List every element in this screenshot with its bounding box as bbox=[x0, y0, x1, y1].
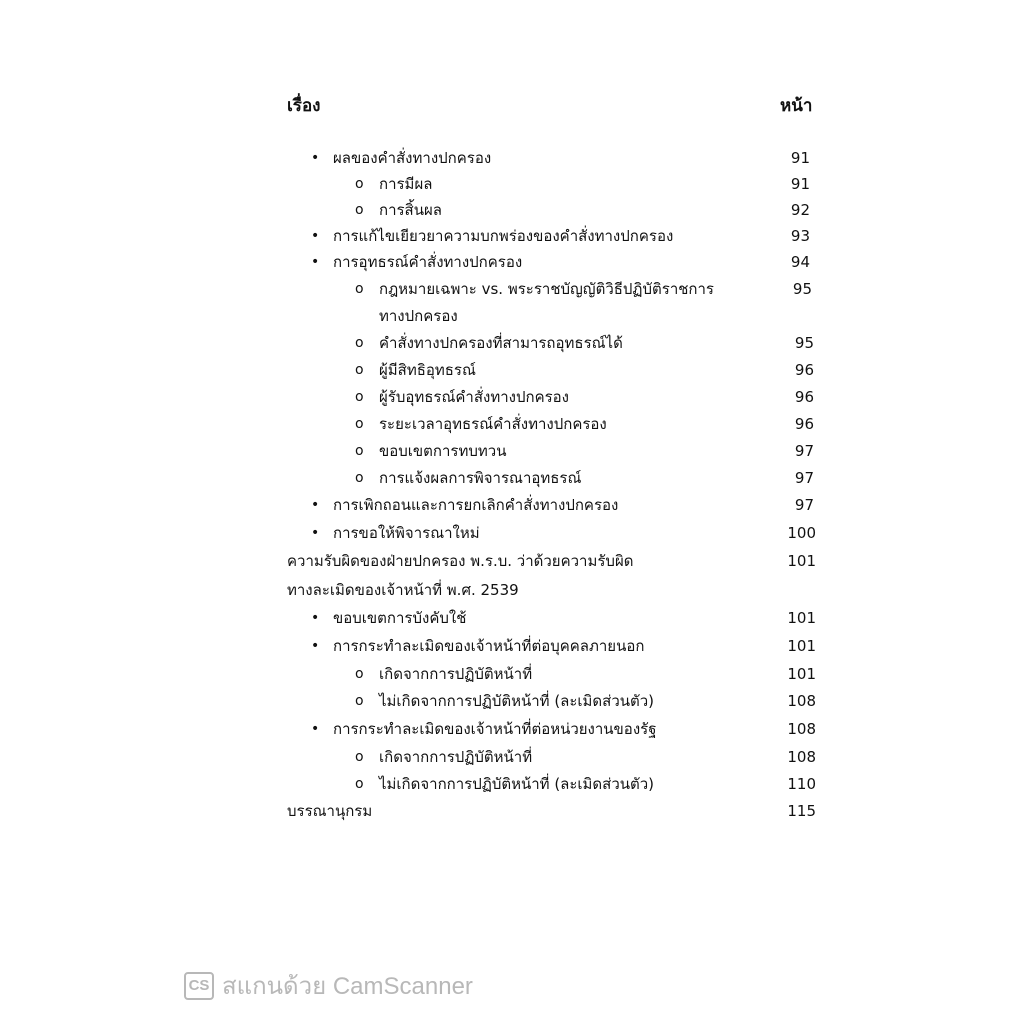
toc-entry-title: ขอบเขตการบังคับใช้ bbox=[333, 609, 467, 627]
toc-entry-page-number: 110 bbox=[787, 775, 816, 793]
toc-entry bbox=[0, 577, 1024, 603]
toc-entry-title: บรรณานุกรม bbox=[287, 802, 373, 820]
toc-entry-page-number: 96 bbox=[794, 388, 814, 406]
bullet-icon: • bbox=[311, 150, 320, 166]
hollow-bullet-icon: o bbox=[355, 281, 364, 297]
toc-entry bbox=[0, 465, 1024, 491]
hollow-bullet-icon: o bbox=[355, 443, 364, 459]
hollow-bullet-icon: o bbox=[355, 202, 364, 218]
toc-entry-title: ความรับผิดของฝ่ายปกครอง พ.ร.บ. ว่าด้วยความรับผิด bbox=[287, 552, 634, 570]
toc-entry bbox=[0, 744, 1024, 770]
bullet-icon: • bbox=[311, 525, 320, 541]
bullet-icon: • bbox=[311, 610, 320, 626]
toc-entry-title: การแจ้งผลการพิจารณาอุทธรณ์ bbox=[379, 469, 582, 487]
toc-entry-title: ผู้มีสิทธิอุทธรณ์ bbox=[379, 361, 476, 379]
bullet-icon: • bbox=[311, 497, 320, 513]
toc-entry bbox=[0, 145, 1024, 171]
toc-entry bbox=[0, 197, 1024, 223]
hollow-bullet-icon: o bbox=[355, 176, 364, 192]
toc-entry-page-number: 115 bbox=[787, 802, 816, 820]
toc-entry-title: คำสั่งทางปกครองที่สามารถอุทธรณ์ได้ bbox=[379, 334, 623, 352]
toc-entry-title: กฎหมายเฉพาะ vs. พระราชบัญญัติวิธีปฏิบัติราชการ bbox=[379, 280, 714, 298]
toc-entry-title: เกิดจากการปฏิบัติหน้าที่ bbox=[379, 665, 533, 683]
hollow-bullet-icon: o bbox=[355, 389, 364, 405]
hollow-bullet-icon: o bbox=[355, 693, 364, 709]
toc-entry bbox=[0, 384, 1024, 410]
toc-entry-title: การกระทำละเมิดของเจ้าหน้าที่ต่อหน่วยงานของรัฐ bbox=[333, 720, 657, 738]
toc-entry bbox=[0, 688, 1024, 714]
toc-entry-page-number: 91 bbox=[790, 149, 810, 167]
toc-entry bbox=[0, 633, 1024, 659]
toc-entry-title: การแก้ไขเยียวยาความบกพร่องของคำสั่งทางปกครอง bbox=[333, 227, 674, 245]
toc-entry-title: ระยะเวลาอุทธรณ์คำสั่งทางปกครอง bbox=[379, 415, 607, 433]
toc-entry-title: ทางละเมิดของเจ้าหน้าที่ พ.ศ. 2539 bbox=[287, 581, 519, 599]
toc-entry-title: ไม่เกิดจากการปฏิบัติหน้าที่ (ละเมิดส่วนตัว) bbox=[379, 775, 655, 793]
toc-entry bbox=[0, 492, 1024, 518]
toc-entry-title: การอุทธรณ์คำสั่งทางปกครอง bbox=[333, 253, 523, 271]
toc-entry-page-number: 101 bbox=[787, 637, 816, 655]
topic-column-header: เรื่อง bbox=[287, 96, 321, 116]
toc-entry bbox=[0, 605, 1024, 631]
hollow-bullet-icon: o bbox=[355, 749, 364, 765]
toc-entry-title: การมีผล bbox=[379, 175, 433, 193]
toc-entry-title: การขอให้พิจารณาใหม่ bbox=[333, 524, 480, 542]
toc-entry-page-number: 96 bbox=[794, 415, 814, 433]
toc-entry-page-number: 108 bbox=[787, 692, 816, 710]
bullet-icon: • bbox=[311, 254, 320, 270]
toc-entry bbox=[0, 798, 1024, 824]
toc-entry-title: การเพิกถอนและการยกเลิกคำสั่งทางปกครอง bbox=[333, 496, 619, 514]
hollow-bullet-icon: o bbox=[355, 416, 364, 432]
hollow-bullet-icon: o bbox=[355, 776, 364, 792]
toc-entry-page-number: 93 bbox=[790, 227, 810, 245]
toc-entry bbox=[0, 771, 1024, 797]
camscanner-logo-icon: CS bbox=[184, 972, 214, 1000]
toc-entry-title: ทางปกครอง bbox=[379, 307, 458, 325]
toc-entry-title: ไม่เกิดจากการปฏิบัติหน้าที่ (ละเมิดส่วนตัว) bbox=[379, 692, 655, 710]
toc-entry-title: ผลของคำสั่งทางปกครอง bbox=[333, 149, 492, 167]
camscanner-watermark bbox=[184, 966, 473, 1005]
toc-entry-page-number: 95 bbox=[792, 280, 812, 298]
toc-entry-page-number: 101 bbox=[787, 665, 816, 683]
toc-entry-title: ผู้รับอุทธรณ์คำสั่งทางปกครอง bbox=[379, 388, 569, 406]
toc-entry bbox=[0, 520, 1024, 546]
toc-entry-page-number: 94 bbox=[790, 253, 810, 271]
bullet-icon: • bbox=[311, 721, 320, 737]
hollow-bullet-icon: o bbox=[355, 470, 364, 486]
toc-entry bbox=[0, 661, 1024, 687]
bullet-icon: • bbox=[311, 228, 320, 244]
toc-entry bbox=[0, 223, 1024, 249]
toc-entry-title: การสิ้นผล bbox=[379, 201, 442, 219]
toc-entry bbox=[0, 548, 1024, 574]
toc-entry-title: การกระทำละเมิดของเจ้าหน้าที่ต่อบุคคลภายนอก bbox=[333, 637, 645, 655]
toc-entry-page-number: 97 bbox=[794, 442, 814, 460]
toc-entry bbox=[0, 171, 1024, 197]
toc-entry bbox=[0, 438, 1024, 464]
toc-entry-page-number: 100 bbox=[787, 524, 816, 542]
toc-entry bbox=[0, 716, 1024, 742]
toc-entry-page-number: 97 bbox=[794, 496, 814, 514]
hollow-bullet-icon: o bbox=[355, 666, 364, 682]
toc-entry bbox=[0, 276, 1024, 302]
toc-entry-page-number: 108 bbox=[787, 748, 816, 766]
toc-entry-page-number: 108 bbox=[787, 720, 816, 738]
toc-entry-page-number: 97 bbox=[794, 469, 814, 487]
toc-entry bbox=[0, 249, 1024, 275]
toc-entry bbox=[0, 330, 1024, 356]
toc-entry-page-number: 95 bbox=[794, 334, 814, 352]
toc-entry-page-number: 96 bbox=[794, 361, 814, 379]
toc-entry bbox=[0, 411, 1024, 437]
bullet-icon: • bbox=[311, 638, 320, 654]
page-column-header: หน้า bbox=[780, 96, 813, 116]
toc-entry-page-number: 91 bbox=[790, 175, 810, 193]
toc-entry-title: เกิดจากการปฏิบัติหน้าที่ bbox=[379, 748, 533, 766]
toc-entry-page-number: 101 bbox=[787, 552, 816, 570]
watermark-text: สแกนด้วย CamScanner bbox=[222, 973, 473, 1000]
toc-entry-page-number: 101 bbox=[787, 609, 816, 627]
toc-entry bbox=[0, 357, 1024, 383]
hollow-bullet-icon: o bbox=[355, 335, 364, 351]
toc-entry-title: ขอบเขตการทบทวน bbox=[379, 442, 507, 460]
toc-entry bbox=[0, 303, 1024, 329]
hollow-bullet-icon: o bbox=[355, 362, 364, 378]
toc-entry-page-number: 92 bbox=[790, 201, 810, 219]
